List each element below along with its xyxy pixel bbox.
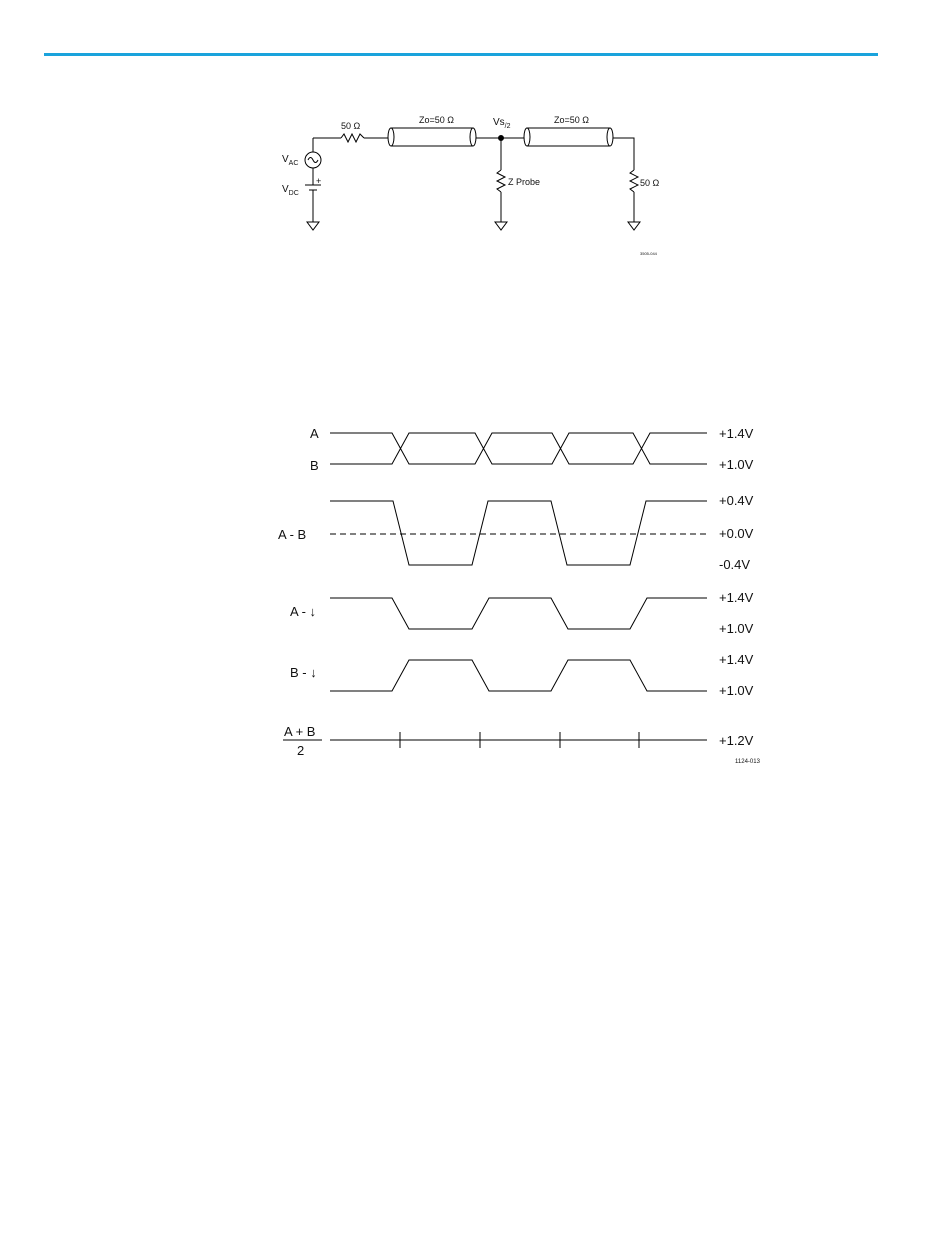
label-sum-numerator: A + B bbox=[284, 724, 316, 739]
level-minus-0-4: -0.4V bbox=[719, 557, 751, 572]
waveform-a-down bbox=[330, 598, 707, 629]
circuit-diagram bbox=[305, 128, 640, 230]
circuit-figure-id: 3505-044 bbox=[640, 251, 657, 256]
node-label: $Vs_{/2}$ bbox=[493, 117, 511, 130]
level-a-down-high: +1.4V bbox=[719, 590, 754, 605]
level-b-down-high: +1.4V bbox=[719, 652, 754, 667]
level-b-down-low: +1.0V bbox=[719, 683, 754, 698]
transmission-line-1-icon bbox=[391, 128, 473, 146]
v-dc-label: $V_{DC}$ bbox=[282, 184, 299, 197]
waveform-diagram bbox=[283, 433, 710, 748]
label-b: B bbox=[310, 458, 319, 473]
waveform-a bbox=[330, 433, 707, 464]
label-sum-denominator: 2 bbox=[297, 743, 305, 758]
ground-icon-1 bbox=[307, 222, 319, 230]
resistor-termination-icon bbox=[630, 170, 638, 192]
label-a: A bbox=[310, 426, 319, 441]
level-a: +1.4V bbox=[719, 426, 754, 441]
level-b: +1.0V bbox=[719, 457, 754, 472]
ac-sine-icon bbox=[308, 158, 318, 163]
wire-line2-term bbox=[613, 138, 634, 170]
waveform-b bbox=[330, 433, 707, 464]
line2-label: Zo=50 Ω bbox=[554, 115, 589, 125]
ground-icon-3 bbox=[628, 222, 640, 230]
resistor-source-icon bbox=[341, 134, 364, 142]
level-plus-0-4: +0.4V bbox=[719, 493, 754, 508]
waveform-a-minus-b bbox=[330, 501, 707, 565]
battery-plus-label: + bbox=[316, 176, 322, 186]
termination-label: 50 Ω bbox=[640, 178, 660, 188]
level-common-mode: +1.2V bbox=[719, 733, 754, 748]
transmission-line-2-icon bbox=[527, 128, 610, 146]
v-ac-label: $V_{AC}$ bbox=[282, 154, 299, 167]
probe-label: Z Probe bbox=[508, 177, 541, 187]
label-a-down: A - ↓ bbox=[290, 604, 317, 619]
source-resistor-label: 50 Ω bbox=[341, 121, 361, 131]
waveform-b-down bbox=[330, 660, 707, 691]
line1-label: Zo=50 Ω bbox=[419, 115, 454, 125]
ground-icon-2 bbox=[495, 222, 507, 230]
level-a-down-low: +1.0V bbox=[719, 621, 754, 636]
label-b-down: B - ↓ bbox=[290, 665, 317, 680]
resistor-probe-icon bbox=[497, 170, 505, 192]
waveform-figure-id: 1124-013 bbox=[735, 759, 760, 765]
label-a-minus-b: A - B bbox=[278, 527, 307, 542]
level-0-0: +0.0V bbox=[719, 526, 754, 541]
